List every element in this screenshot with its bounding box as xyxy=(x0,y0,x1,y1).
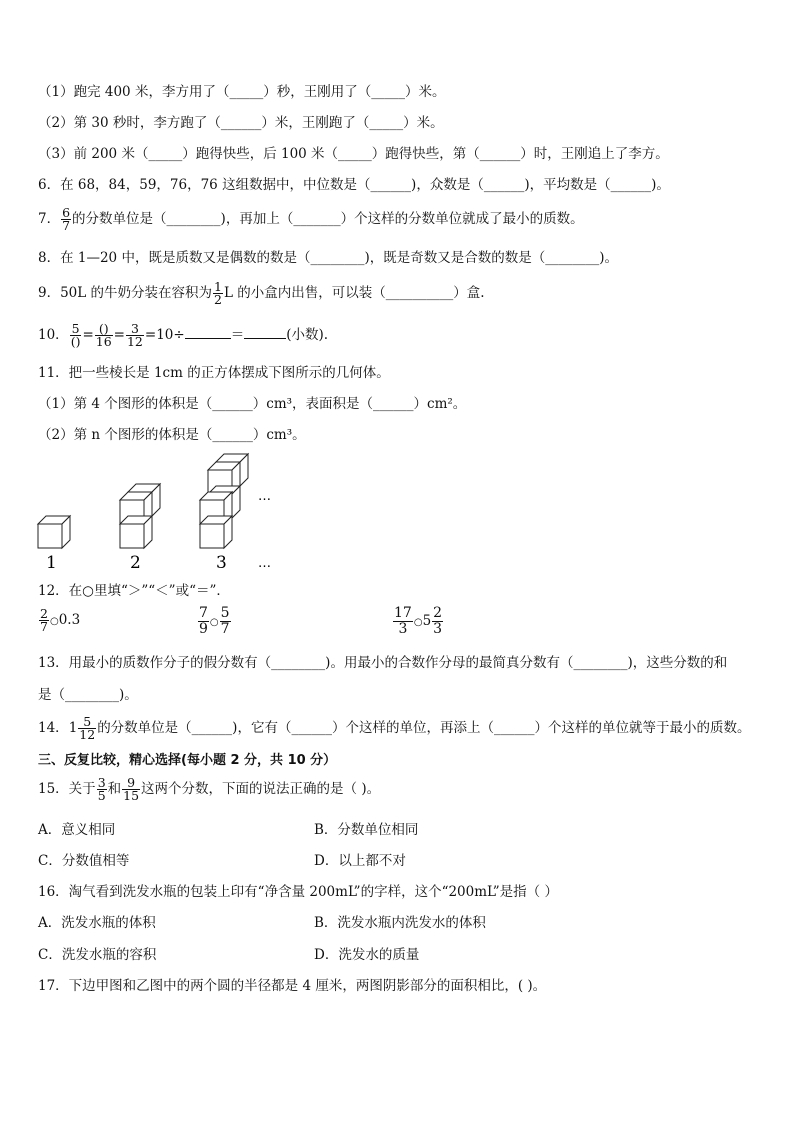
q11-sub2: （2）第 n 个图形的体积是（______）cm³。 xyxy=(38,427,306,443)
cube-stack-3 xyxy=(200,454,248,548)
q7: 7． $\frac{6}{7}$ 的分数单位是（________)，再加上（_______）个这样的分数单位就成了最小的质数。 xyxy=(38,205,584,233)
cube-stacks-figure xyxy=(30,450,290,575)
q5-sub3: （3）前 200 米（_____）跑得快些，后 100 米（_____）跑得快些，第（______）时，王刚追上了李方。 xyxy=(38,146,669,162)
section-3-heading: 三、反复比较，精心选择(每小题 2 分，共 10 分） xyxy=(38,753,337,768)
q6: 6．在 68，84，59，76，76 这组数据中，中位数是（______)，众数是（______)，平均数是（______)。 xyxy=(38,177,670,193)
fraction: $\frac{6}{7}$ xyxy=(62,205,71,233)
q15-option-b[interactable]: B．分数单位相同 xyxy=(314,822,419,838)
q5-sub2: （2）第 30 秒时，李方跑了（______）米，王刚跑了（_____）米。 xyxy=(38,115,444,131)
answer-blank xyxy=(185,326,231,339)
q16-option-c[interactable]: C．洗发水瓶的容积 xyxy=(38,947,157,963)
q10: 10． $\frac{5}{()}$ = $\frac{()}{16}$ = $\frac{3}{12}$ =10÷ ＝ (小数). xyxy=(38,321,329,349)
q11-sub1: （1）第 4 个图形的体积是（______）cm³，表面积是（______）cm²。 xyxy=(38,396,467,412)
fraction: $\frac{5}{()}$ xyxy=(70,321,81,349)
cube-stack-2 xyxy=(120,484,160,548)
q9: 9．50L 的牛奶分装在容积为 $\frac{1}{2}$ L 的小盒内出售，可以装（__________）盒. xyxy=(38,279,485,307)
q11-stem: 11．把一些棱长是 1cm 的正方体摆成下图所示的几何体。 xyxy=(38,365,390,381)
answer-blank xyxy=(244,326,286,339)
q16-option-b[interactable]: B．洗发水瓶内洗发水的体积 xyxy=(314,915,486,931)
q12-compare-3: $\frac{17}{3}$ ○5 $\frac{2}{3}$ xyxy=(394,605,443,637)
q16-option-d[interactable]: D．洗发水的质量 xyxy=(314,947,420,963)
q16-option-a[interactable]: A．洗发水瓶的体积 xyxy=(38,915,156,931)
q15-option-a[interactable]: A．意义相同 xyxy=(38,822,116,838)
q15-option-d[interactable]: D．以上都不对 xyxy=(314,853,406,869)
q12-stem: 12．在○里填“＞”“＜”或“＝”． xyxy=(38,583,230,599)
figure-label-2: 2 xyxy=(130,553,141,573)
ellipsis: … xyxy=(258,556,271,571)
q17-stem: 17．下边甲图和乙图中的两个圆的半径都是 4 厘米，两图阴影部分的面积相比，( )。 xyxy=(38,978,547,994)
q12-compare-1: $\frac{2}{7}$ ○0.3 xyxy=(40,606,81,634)
ellipsis: … xyxy=(258,489,271,504)
cube-stack-1 xyxy=(38,516,70,548)
q14: 14．1 $\frac{5}{12}$ 的分数单位是（______)，它有（______）个这样的单位，再添上（______）个这样的单位就等于最小的质数。 xyxy=(38,714,751,742)
q12-compare-2: $\frac{7}{9}$ ○ $\frac{5}{7}$ xyxy=(199,605,230,637)
q15-stem: 15．关于 $\frac{3}{5}$ 和 $\frac{9}{15}$ 这两个分数，下面的说法正确的是（ )。 xyxy=(38,775,381,803)
fraction: $\frac{()}{16}$ xyxy=(95,321,112,349)
q13-line2: 是（________)。 xyxy=(38,687,138,703)
q8: 8．在 1—20 中，既是质数又是偶数的数是（________)，既是奇数又是合数的数是（________)。 xyxy=(38,250,618,266)
figure-label-3: 3 xyxy=(216,553,227,573)
fraction: $\frac{3}{12}$ xyxy=(126,321,143,349)
q16-stem: 16．淘气看到洗发水瓶的包装上印有“净含量 200mL”的字样，这个“200mL”是指（ ） xyxy=(38,884,558,900)
q13-line1: 13．用最小的质数作分子的假分数有（________)。用最小的合数作分母的最简真分数有（________)，这些分数的和 xyxy=(38,655,728,671)
figure-label-1: 1 xyxy=(46,553,57,573)
fraction: $\frac{1}{2}$ xyxy=(214,279,222,307)
q5-sub1: （1）跑完 400 米，李方用了（_____）秒，王刚用了（_____）米。 xyxy=(38,84,446,100)
q15-option-c[interactable]: C．分数值相等 xyxy=(38,853,130,869)
